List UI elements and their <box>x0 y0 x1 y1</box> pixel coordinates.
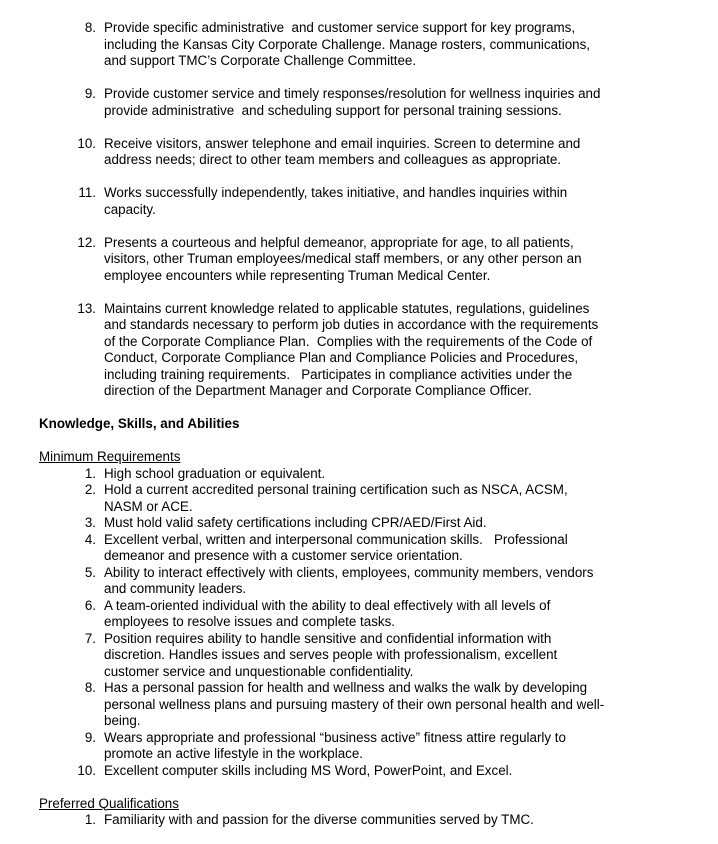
item-number: 1. <box>84 465 96 481</box>
list-item <box>0 136 718 169</box>
item-text-line: Provide customer service and timely responses/resolution for wellness inquiries and <box>104 86 601 101</box>
item-number: 7. <box>84 630 96 646</box>
item-text-line: Maintains current knowledge related to applicable statutes, regulations, guidelines <box>104 300 590 316</box>
item-text-line: employees to resolve issues and complete tasks. <box>104 614 396 629</box>
item-text-line: visitors, other Truman employees/medical staff members, or any other person an <box>104 251 582 266</box>
list-item <box>0 482 718 515</box>
list-item <box>0 515 718 532</box>
item-number: 5. <box>84 564 96 580</box>
list-item <box>0 680 718 730</box>
item-text-line: address needs; direct to other team members and colleagues as appropriate. <box>104 152 562 167</box>
minimum-requirements-list <box>0 466 718 780</box>
item-text-line: Hold a current accredited personal training certification such as NSCA, ACSM, <box>104 482 568 497</box>
item-text-line: A team-oriented individual with the ability to deal effectively with all levels of <box>104 597 551 613</box>
preferred-qualifications-list <box>0 812 718 829</box>
item-number: 9. <box>84 86 96 101</box>
item-text-line: discretion. Handles issues and serves people with professionalism, excellent <box>104 647 558 662</box>
item-text-line: Excellent verbal, written and interpersonal communication skills. Professional <box>104 531 568 547</box>
item-text-line: including training requirements. Participates in compliance activities under the <box>104 366 573 382</box>
item-number: 12. <box>77 234 96 250</box>
item-number: 4. <box>84 531 96 547</box>
item-text-line: Provide specific administrative and customer service support for key programs, <box>104 20 576 35</box>
item-number: 10. <box>77 762 96 778</box>
ksa-heading: Knowledge, Skills, and Abilities <box>39 416 240 431</box>
list-item <box>0 598 718 631</box>
list-item <box>0 185 718 218</box>
item-number: 8. <box>84 680 96 695</box>
item-text-line: Works successfully independently, takes initiative, and handles inquiries within <box>104 185 568 200</box>
item-text-line: Excellent computer skills including MS Word, PowerPoint, and Excel. <box>104 762 513 778</box>
list-item <box>0 301 718 400</box>
list-item <box>0 532 718 565</box>
list-item <box>0 565 718 598</box>
item-text-line: employee encounters while representing Truman Medical Center. <box>104 267 491 283</box>
item-number: 6. <box>84 597 96 613</box>
item-text-line: NASM or ACE. <box>104 498 193 514</box>
list-item <box>0 631 718 681</box>
item-text-line: Position requires ability to handle sensitive and confidential information with <box>104 630 552 646</box>
item-text-line: being. <box>104 713 141 728</box>
item-text-line: Conduct, Corporate Compliance Plan and Compliance Policies and Procedures, <box>104 350 579 365</box>
item-text-line: and community leaders. <box>104 581 247 596</box>
item-text-line: of the Corporate Compliance Plan. Complies with the requirements of the Code of <box>104 333 593 349</box>
item-text-line: customer service and unquestionable confidentiality. <box>104 663 414 679</box>
document-page <box>0 20 718 829</box>
list-item <box>0 466 718 483</box>
list-item <box>0 763 718 780</box>
item-text-line: capacity. <box>104 201 156 217</box>
item-text-line: Receive visitors, answer telephone and email inquiries. Screen to determine and <box>104 135 581 151</box>
item-text-line: Must hold valid safety certifications including CPR/AED/First Aid. <box>104 515 487 530</box>
list-item <box>0 812 718 829</box>
item-text-line: and support TMC’s Corporate Challenge Committee. <box>104 53 417 68</box>
item-number: 3. <box>84 515 96 530</box>
list-item <box>0 20 718 70</box>
item-number: 10. <box>77 135 96 151</box>
item-number: 2. <box>84 482 96 497</box>
item-number: 11. <box>78 185 96 200</box>
item-text-line: Presents a courteous and helpful demeanor, appropriate for age, to all patients, <box>104 234 574 250</box>
item-text-line: personal wellness plans and pursuing mastery of their own personal health and well- <box>104 696 605 712</box>
preferred-qualifications-heading: Preferred Qualifications <box>39 795 179 811</box>
item-text-line: Wears appropriate and professional “business active” fitness attire regularly to <box>104 729 566 745</box>
item-text-line: and standards necessary to perform job duties in accordance with the requirements <box>104 317 599 332</box>
duties-list <box>0 20 718 400</box>
item-text-line: promote an active lifestyle in the workplace. <box>104 746 364 761</box>
minimum-requirements-heading: Minimum Requirements <box>39 449 181 464</box>
item-number: 9. <box>84 729 96 745</box>
item-number: 8. <box>84 20 96 35</box>
list-item <box>0 235 718 285</box>
item-text-line: Ability to interact effectively with clients, employees, community members, vendors <box>104 564 594 580</box>
item-text-line: including the Kansas City Corporate Challenge. Manage rosters, communications, <box>104 36 591 52</box>
item-text-line: demeanor and presence with a customer service orientation. <box>104 548 463 563</box>
item-number: 1. <box>84 812 96 827</box>
item-text-line: Familiarity with and passion for the diverse communities served by TMC. <box>104 812 534 827</box>
item-text-line: provide administrative and scheduling support for personal training sessions. <box>104 102 562 118</box>
item-text-line: High school graduation or equivalent. <box>104 465 326 481</box>
list-item <box>0 730 718 763</box>
item-text-line: Has a personal passion for health and wellness and walks the walk by developing <box>104 680 588 695</box>
item-number: 13. <box>77 300 96 316</box>
list-item <box>0 86 718 119</box>
item-text-line: direction of the Department Manager and Corporate Compliance Officer. <box>104 383 532 398</box>
